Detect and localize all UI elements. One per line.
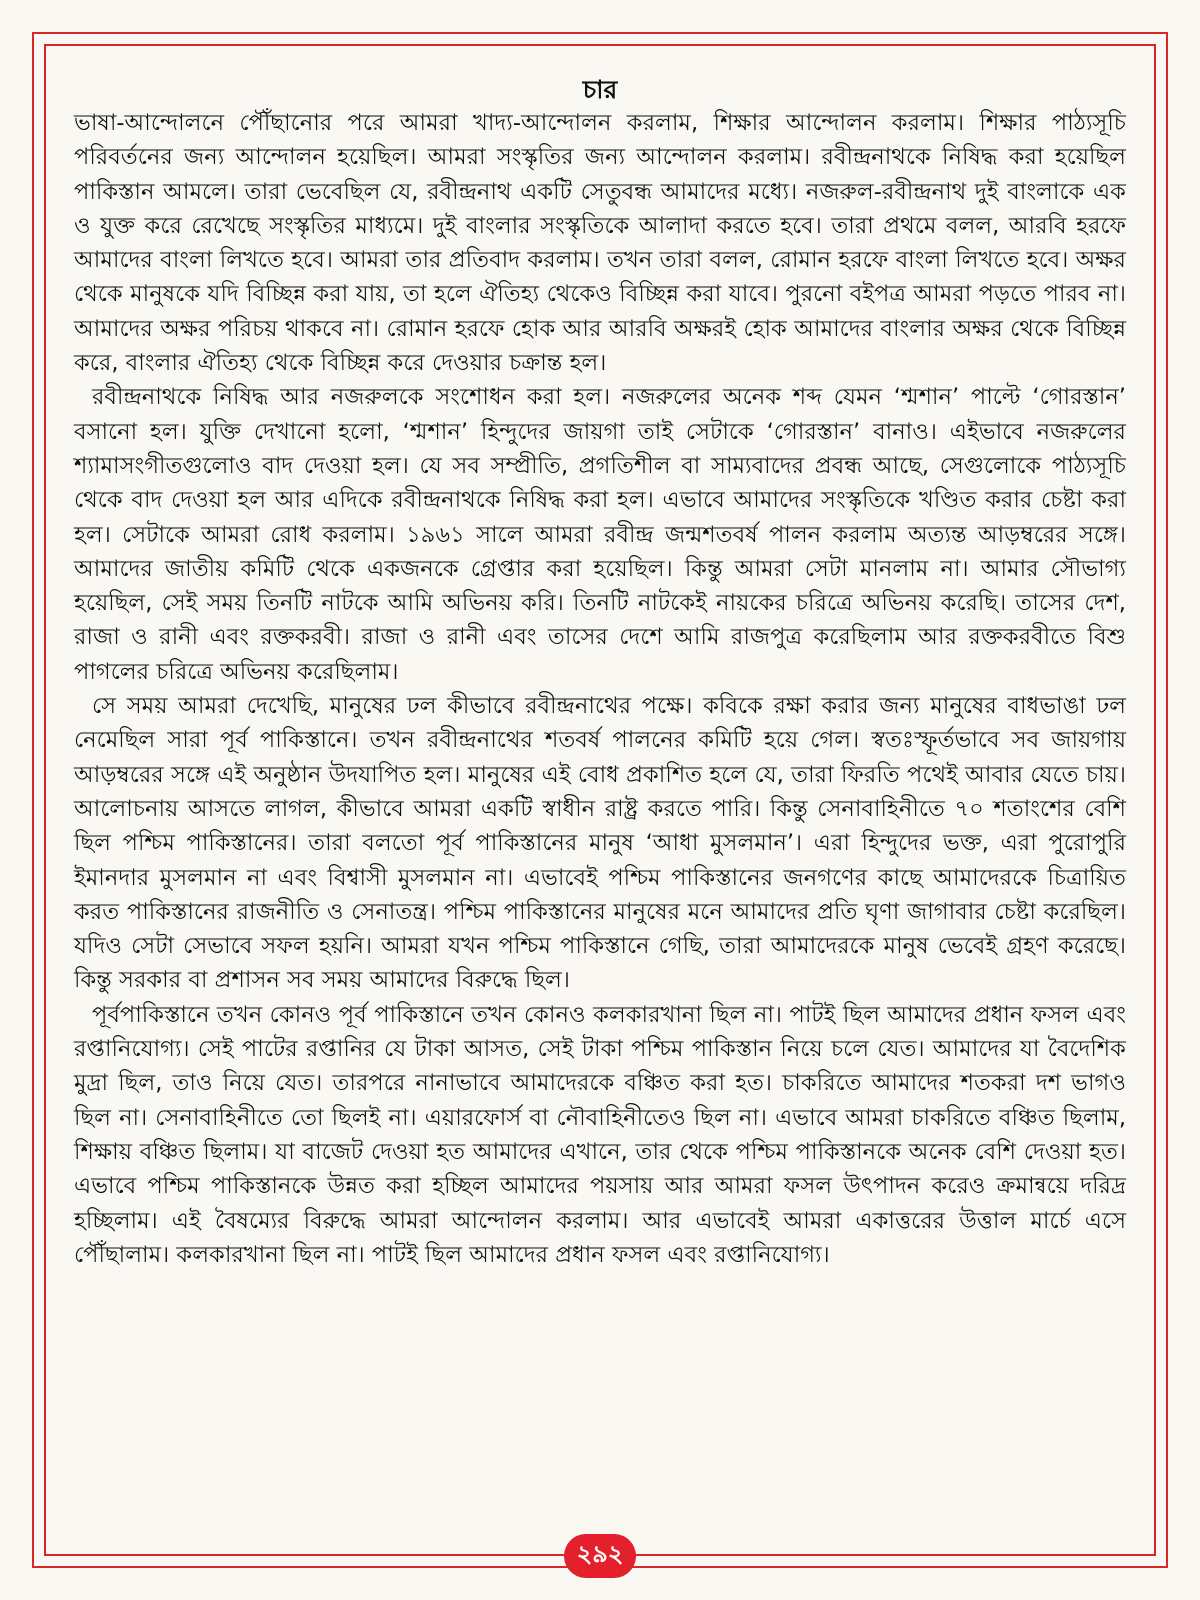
chapter-title: চার [582,75,618,104]
page-number-badge [564,1534,636,1578]
paragraph: ভাষা-আন্দোলনে পৌঁছানোর পরে আমরা খাদ্য-আন্দোলন করলাম, শিক্ষার আন্দোলন করলাম। শিক্ষার পাঠ্যসূচি পরিবর্তনের জন্য আন্দোলন হয়েছিল। আমরা সংস্কৃতির জন্য আন্দোলন করলাম। রবীন্দ্রনাথকে নিষিদ্ধ করা হয়েছিল পাকিস্তান আমলে। তারা ভেবেছিল যে, রবীন্দ্রনাথ একটি সেতুবন্ধ আমাদের মধ্যে। নজরুল-রবীন্দ্রনাথ দুই বাংলাকে এক ও যুক্ত করে রেখেছে সংস্কৃতির মাধ্যমে। দুই বাংলার সংস্কৃতিকে আলাদা করতে হবে। তারা প্রথমে বলল, আরবি হরফে আমাদের বাংলা লিখতে হবে। আমরা তার প্রতিবাদ করলাম। তখন তারা বলল, রোমান হরফে বাংলা লিখতে হবে। অক্ষর থেকে মানুষকে যদি বিচ্ছিন্ন করা যায়, তা হলে ঐতিহ্য থেকেও বিচ্ছিন্ন করা যাবে। পুরনো বইপত্র আমরা পড়তে পারব না। আমাদের অক্ষর পরিচয় থাকবে না। রোমান হরফে হোক আর আরবি অক্ষরই হোক আমাদের বাংলার অক্ষর থেকে বিচ্ছিন্ন করে, বাংলার ঐতিহ্য থেকে বিচ্ছিন্ন করে দেওয়ার চক্রান্ত হল। [74,110,1126,377]
page-content [74,72,1126,1512]
paragraph: রবীন্দ্রনাথকে নিষিদ্ধ আর নজরুলকে সংশোধন করা হল। নজরুলের অনেক শব্দ যেমন ‘শ্মশান’ পাল্টে ‘গোরস্তান’ বসানো হল। যুক্তি দেখানো হলো, ‘শ্মশান’ হিন্দুদের জায়গা তাই সেটাকে ‘গোরস্তান’ বানাও। এইভাবে নজরুলের শ্যামাসংগীতগুলোও বাদ দেওয়া হল। যে সব সম্প্রীতি, প্রগতিশীল বা সাম্যবাদের প্রবন্ধ আছে, সেগুলোকে পাঠ্যসূচি থেকে বাদ দেওয়া হল আর এদিকে রবীন্দ্রনাথকে নিষিদ্ধ করা হল। এভাবে আমাদের সংস্কৃতিকে খণ্ডিত করার চেষ্টা করা হল। সেটাকে আমরা রোধ করলাম। ১৯৬১ সালে আমরা রবীন্দ্র জন্মশতবর্ষ পালন করলাম অত্যন্ত আড়ম্বরের সঙ্গে। আমাদের জাতীয় কমিটি থেকে একজনকে গ্রেপ্তার করা হয়েছিল। কিন্তু আমরা সেটা মানলাম না। আমার সৌভাগ্য হয়েছিল, সেই সময় তিনটি নাটকে আমি অভিনয় করি। তিনটি নাটকেই নায়কের চরিত্রে অভিনয় করেছি। তাসের দেশ, রাজা ও রানী এবং রক্তকরবী। রাজা ও রানী এবং তাসের দেশে আমি রাজপুত্র করেছিলাম আর রক্তকরবীতে বিশু পাগলের চরিত্রে অভিনয় করেছিলাম। [74,384,1127,685]
paragraph: পূর্বপাকিস্তানে তখন কোনও পূর্ব পাকিস্তানে তখন কোনও কলকারখানা ছিল না। পাটই ছিল আমাদের প্রধান ফসল এবং রপ্তানিযোগ্য। সেই পাটের রপ্তানির যে টাকা আসত, সেই টাকা পশ্চিম পাকিস্তান নিয়ে চলে যেত। আমাদের যা বৈদেশিক মুদ্রা ছিল, তাও নিয়ে যেত। তারপরে নানাভাবে আমাদেরকে বঞ্চিত করা হত। চাকরিতে আমাদের শতকরা দশ ভাগও ছিল না। সেনাবাহিনীতে তো ছিলই না। এয়ারফোর্স বা নৌবাহিনীতেও ছিল না। এভাবে আমরা চাকরিতে বঞ্চিত ছিলাম, শিক্ষায় বঞ্চিত ছিলাম। যা বাজেট দেওয়া হত আমাদের এখানে, তার থেকে পশ্চিম পাকিস্তানকে অনেক বেশি দেওয়া হত। এভাবে পশ্চিম পাকিস্তানকে উন্নত করা হচ্ছিল আমাদের পয়সায় আর আমরা ফসল উৎপাদন করেও ক্রমান্বয়ে দরিদ্র হচ্ছিলাম। এই বৈষম্যের বিরুদ্ধে আমরা আন্দোলন করলাম। আর এভাবেই আমরা একাত্তরের উত্তাল মার্চে এসে পৌঁছালাম। কলকারখানা ছিল না। পাটই ছিল আমাদের প্রধান ফসল এবং রপ্তানিযোগ্য। [74,1001,1126,1268]
paragraph: সে সময় আমরা দেখেছি, মানুষের ঢল কীভাবে রবীন্দ্রনাথের পক্ষে। কবিকে রক্ষা করার জন্য মানুষের বাধভাঙা ঢল নেমেছিল সারা পূর্ব পাকিস্তানে। তখন রবীন্দ্রনাথের শতবর্ষ পালনের কমিটি হয়ে গেল। স্বতঃস্ফূর্তভাবে সব জায়গায় আড়ম্বরের সঙ্গে এই অনুষ্ঠান উদযাপিত হল। মানুষের এই বোধ প্রকাশিত হলে যে, তারা ফিরতি পথেই আবার যেতে চায়। আলোচনায় আসতে লাগল, কীভাবে আমরা একটি স্বাধীন রাষ্ট্র করতে পারি। কিন্তু সেনাবাহিনীতে ৭০ শতাংশের বেশি ছিল পশ্চিম পাকিস্তানের। তারা বলতো পূর্ব পাকিস্তানের মানুষ ‘আধা মুসলমান’। এরা হিন্দুদের ভক্ত, এরা পুরোপুরি ইমানদার মুসলমান না এবং বিশ্বাসী মুসলমান না। এভাবেই পশ্চিম পাকিস্তানের জনগণের কাছে আমাদেরকে চিত্রায়িত করত পাকিস্তানের রাজনীতি ও সেনাতন্ত্র। পশ্চিম পাকিস্তানের মানুষের মনে আমাদের প্রতি ঘৃণা জাগাবার চেষ্টা করেছিল। যদিও সেটা সেভাবে সফল হয়নি। আমরা যখন পশ্চিম পাকিস্তানে গেছি, তারা আমাদেরকে মানুষ ভেবেই গ্রহণ করেছে। কিন্তু সরকার বা প্রশাসন সব সময় আমাদের বিরুদ্ধে ছিল। [74,693,1126,994]
page-number: ২৯২ [576,1540,624,1568]
